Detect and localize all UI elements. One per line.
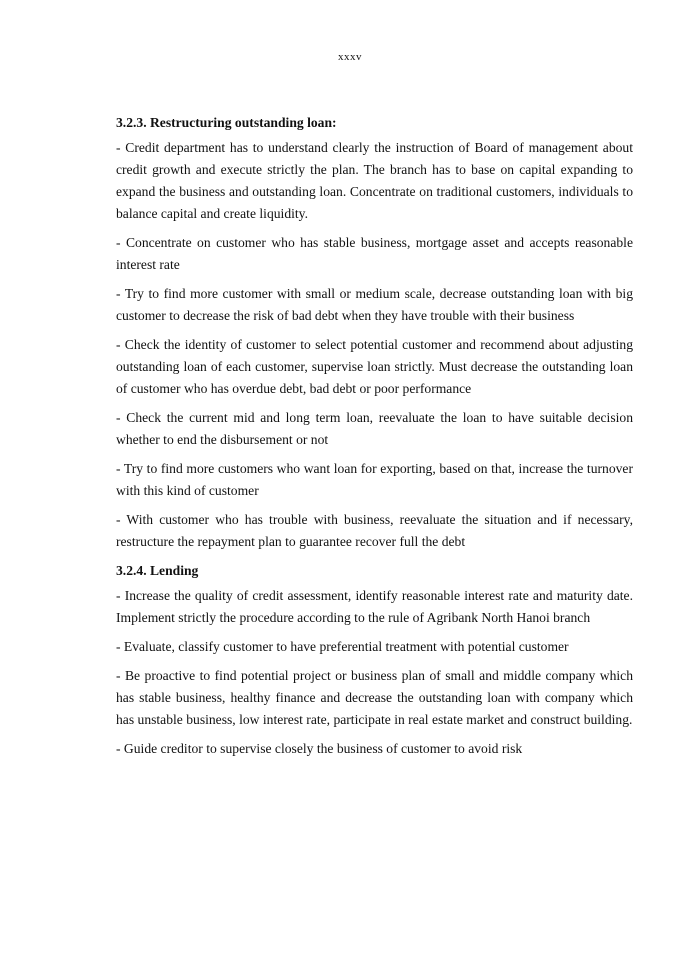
- paragraph: - Concentrate on customer who has stable business, mortgage asset and accepts reasonable interest rate: [116, 235, 633, 272]
- section-heading-3-2-3: 3.2.3. Restructuring outstanding loan:: [116, 115, 337, 130]
- paragraph: - Guide creditor to supervise closely the business of customer to avoid risk: [116, 741, 523, 756]
- paragraph: - Be proactive to find potential project or business plan of small and middle company which has stable business, healthy finance and decrease the outstanding loan with company which has unstable business, low interest rate, participate in real estate market and construct building.: [116, 668, 633, 727]
- paragraph: - Check the current mid and long term loan, reevaluate the loan to have suitable decision whether to end the disbursement or not: [116, 410, 633, 447]
- paragraph: - With customer who has trouble with business, reevaluate the situation and if necessary, restructure the repayment plan to guarantee recover full the debt: [116, 512, 633, 549]
- page-content: [116, 112, 633, 767]
- page-number: xxxv: [338, 51, 362, 63]
- paragraph: - Credit department has to understand clearly the instruction of Board of management about credit growth and execute strictly the plan. The branch has to base on capital expanding to expand the business and outstanding loan. Concentrate on traditional customers, individuals to balance capital and create liquidity.: [116, 140, 633, 221]
- paragraph: - Evaluate, classify customer to have preferential treatment with potential customer: [116, 639, 569, 654]
- paragraph: - Check the identity of customer to select potential customer and recommend about adjusting outstanding loan of each customer, supervise loan strictly. Must decrease the outstanding loan of customer who has overdue debt, bad debt or poor performance: [116, 337, 633, 396]
- paragraph: - Increase the quality of credit assessment, identify reasonable interest rate and maturity date. Implement strictly the procedure according to the rule of Agribank North Hanoi branch: [116, 588, 633, 625]
- paragraph: - Try to find more customers who want loan for exporting, based on that, increase the turnover with this kind of customer: [116, 461, 633, 498]
- section-heading-3-2-4: 3.2.4. Lending: [116, 563, 199, 578]
- paragraph: - Try to find more customer with small or medium scale, decrease outstanding loan with big customer to decrease the risk of bad debt when they have trouble with their business: [116, 286, 633, 323]
